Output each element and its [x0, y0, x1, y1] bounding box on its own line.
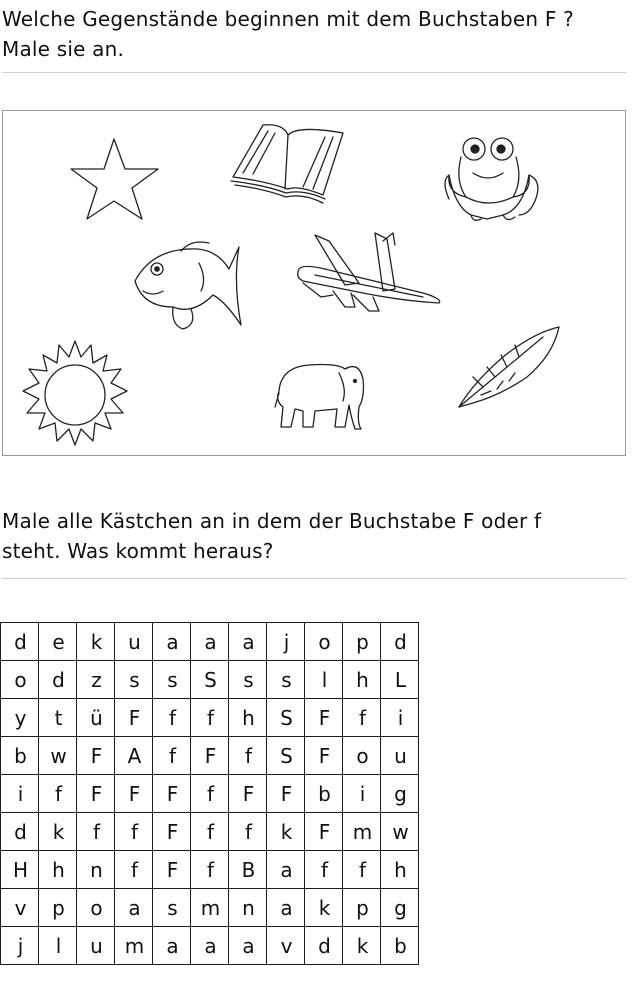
grid-cell[interactable]: f: [191, 699, 229, 737]
book-icon[interactable]: [231, 125, 343, 203]
grid-row: [1, 775, 419, 813]
frog-icon[interactable]: [445, 138, 538, 220]
grid-cell[interactable]: F: [153, 813, 191, 851]
grid-cell[interactable]: f: [343, 851, 381, 889]
grid-row: [1, 851, 419, 889]
grid-cell[interactable]: f: [153, 737, 191, 775]
grid-cell[interactable]: f: [39, 775, 77, 813]
grid-cell[interactable]: s: [267, 661, 305, 699]
grid-row: [1, 699, 419, 737]
grid-cell[interactable]: o: [305, 623, 343, 661]
grid-row: [1, 737, 419, 775]
airplane-icon[interactable]: [298, 233, 440, 311]
divider: [2, 578, 626, 579]
grid-cell[interactable]: F: [77, 737, 115, 775]
grid-cell[interactable]: f: [191, 775, 229, 813]
grid-cell[interactable]: h: [381, 851, 419, 889]
task1-line1: Welche Gegenstände beginnen mit dem Buchstaben F ?: [2, 7, 574, 31]
grid-cell[interactable]: a: [191, 623, 229, 661]
grid-cell[interactable]: e: [39, 623, 77, 661]
grid-cell[interactable]: l: [305, 661, 343, 699]
grid-row: [1, 927, 419, 965]
grid-cell[interactable]: a: [153, 623, 191, 661]
grid-cell[interactable]: o: [1, 661, 39, 699]
grid-cell[interactable]: a: [191, 927, 229, 965]
grid-cell[interactable]: a: [229, 927, 267, 965]
picture-panel: [2, 110, 626, 456]
grid-cell[interactable]: y: [1, 699, 39, 737]
grid-cell[interactable]: z: [77, 661, 115, 699]
grid-cell[interactable]: k: [77, 623, 115, 661]
grid-cell[interactable]: g: [381, 889, 419, 927]
grid-cell[interactable]: f: [229, 813, 267, 851]
grid-cell[interactable]: f: [229, 737, 267, 775]
grid-cell[interactable]: f: [191, 851, 229, 889]
grid-cell[interactable]: f: [115, 813, 153, 851]
grid-cell[interactable]: l: [39, 927, 77, 965]
grid-cell[interactable]: f: [305, 851, 343, 889]
grid-cell[interactable]: S: [191, 661, 229, 699]
grid-cell[interactable]: F: [267, 775, 305, 813]
grid-cell[interactable]: k: [305, 889, 343, 927]
grid-cell[interactable]: h: [39, 851, 77, 889]
grid-cell[interactable]: i: [1, 775, 39, 813]
grid-cell[interactable]: n: [229, 889, 267, 927]
fish-icon[interactable]: [135, 242, 241, 329]
grid-cell[interactable]: p: [343, 889, 381, 927]
grid-cell[interactable]: F: [191, 737, 229, 775]
grid-cell[interactable]: H: [1, 851, 39, 889]
letter-grid: [0, 622, 419, 965]
grid-cell[interactable]: L: [381, 661, 419, 699]
divider: [2, 72, 626, 73]
grid-cell[interactable]: w: [39, 737, 77, 775]
grid-cell[interactable]: g: [381, 775, 419, 813]
grid-row: [1, 889, 419, 927]
grid-cell[interactable]: h: [229, 699, 267, 737]
task1-instructions: [2, 4, 574, 64]
grid-row: [1, 623, 419, 661]
grid-cell[interactable]: b: [305, 775, 343, 813]
grid-cell[interactable]: v: [267, 927, 305, 965]
grid-cell[interactable]: j: [267, 623, 305, 661]
grid-cell[interactable]: s: [229, 661, 267, 699]
grid-cell[interactable]: b: [1, 737, 39, 775]
grid-cell[interactable]: s: [153, 889, 191, 927]
grid-cell[interactable]: s: [153, 661, 191, 699]
grid-cell[interactable]: u: [77, 927, 115, 965]
task2-line1: Male alle Kästchen an in dem der Buchstabe F oder f: [2, 509, 542, 533]
grid-cell[interactable]: F: [153, 851, 191, 889]
grid-cell[interactable]: i: [343, 775, 381, 813]
grid-cell[interactable]: m: [115, 927, 153, 965]
grid-cell[interactable]: d: [39, 661, 77, 699]
grid-cell[interactable]: f: [77, 813, 115, 851]
grid-cell[interactable]: F: [115, 775, 153, 813]
grid-cell[interactable]: F: [305, 699, 343, 737]
grid-cell[interactable]: f: [343, 699, 381, 737]
grid-cell[interactable]: u: [115, 623, 153, 661]
grid-cell[interactable]: k: [39, 813, 77, 851]
grid-cell[interactable]: p: [343, 623, 381, 661]
grid-cell[interactable]: o: [77, 889, 115, 927]
grid-cell[interactable]: a: [115, 889, 153, 927]
task2-line2: steht. Was kommt heraus?: [2, 539, 274, 563]
grid-cell[interactable]: b: [381, 927, 419, 965]
feather-icon[interactable]: [459, 327, 559, 407]
grid-cell[interactable]: a: [267, 851, 305, 889]
grid-cell[interactable]: f: [153, 699, 191, 737]
grid-cell[interactable]: ü: [77, 699, 115, 737]
grid-row: [1, 813, 419, 851]
grid-cell[interactable]: a: [153, 927, 191, 965]
grid-cell[interactable]: S: [267, 737, 305, 775]
grid-cell[interactable]: d: [1, 623, 39, 661]
grid-cell[interactable]: w: [381, 813, 419, 851]
grid-cell[interactable]: a: [267, 889, 305, 927]
grid-cell[interactable]: i: [381, 699, 419, 737]
grid-cell[interactable]: j: [1, 927, 39, 965]
sun-icon[interactable]: [23, 341, 127, 445]
grid-cell[interactable]: u: [381, 737, 419, 775]
grid-cell[interactable]: d: [381, 623, 419, 661]
grid-cell[interactable]: k: [343, 927, 381, 965]
grid-cell[interactable]: A: [115, 737, 153, 775]
grid-cell[interactable]: F: [77, 775, 115, 813]
grid-cell[interactable]: d: [1, 813, 39, 851]
grid-cell[interactable]: F: [305, 737, 343, 775]
grid-cell[interactable]: o: [343, 737, 381, 775]
grid-cell[interactable]: m: [343, 813, 381, 851]
grid-cell[interactable]: S: [267, 699, 305, 737]
grid-cell[interactable]: k: [267, 813, 305, 851]
grid-cell[interactable]: p: [39, 889, 77, 927]
grid-cell[interactable]: f: [191, 813, 229, 851]
task1-line2: Male sie an.: [2, 37, 125, 61]
grid-cell[interactable]: F: [115, 699, 153, 737]
grid-cell[interactable]: s: [115, 661, 153, 699]
star-icon[interactable]: [71, 139, 158, 219]
elephant-icon[interactable]: [275, 365, 364, 430]
grid-cell[interactable]: m: [191, 889, 229, 927]
grid-cell[interactable]: F: [153, 775, 191, 813]
grid-cell[interactable]: a: [229, 623, 267, 661]
grid-cell[interactable]: v: [1, 889, 39, 927]
grid-cell[interactable]: t: [39, 699, 77, 737]
task2-instructions: [2, 506, 541, 566]
grid-row: [1, 661, 419, 699]
grid-cell[interactable]: d: [305, 927, 343, 965]
grid-cell[interactable]: B: [229, 851, 267, 889]
grid-cell[interactable]: F: [305, 813, 343, 851]
grid-cell[interactable]: f: [115, 851, 153, 889]
grid-cell[interactable]: n: [77, 851, 115, 889]
grid-cell[interactable]: h: [343, 661, 381, 699]
grid-cell[interactable]: F: [229, 775, 267, 813]
